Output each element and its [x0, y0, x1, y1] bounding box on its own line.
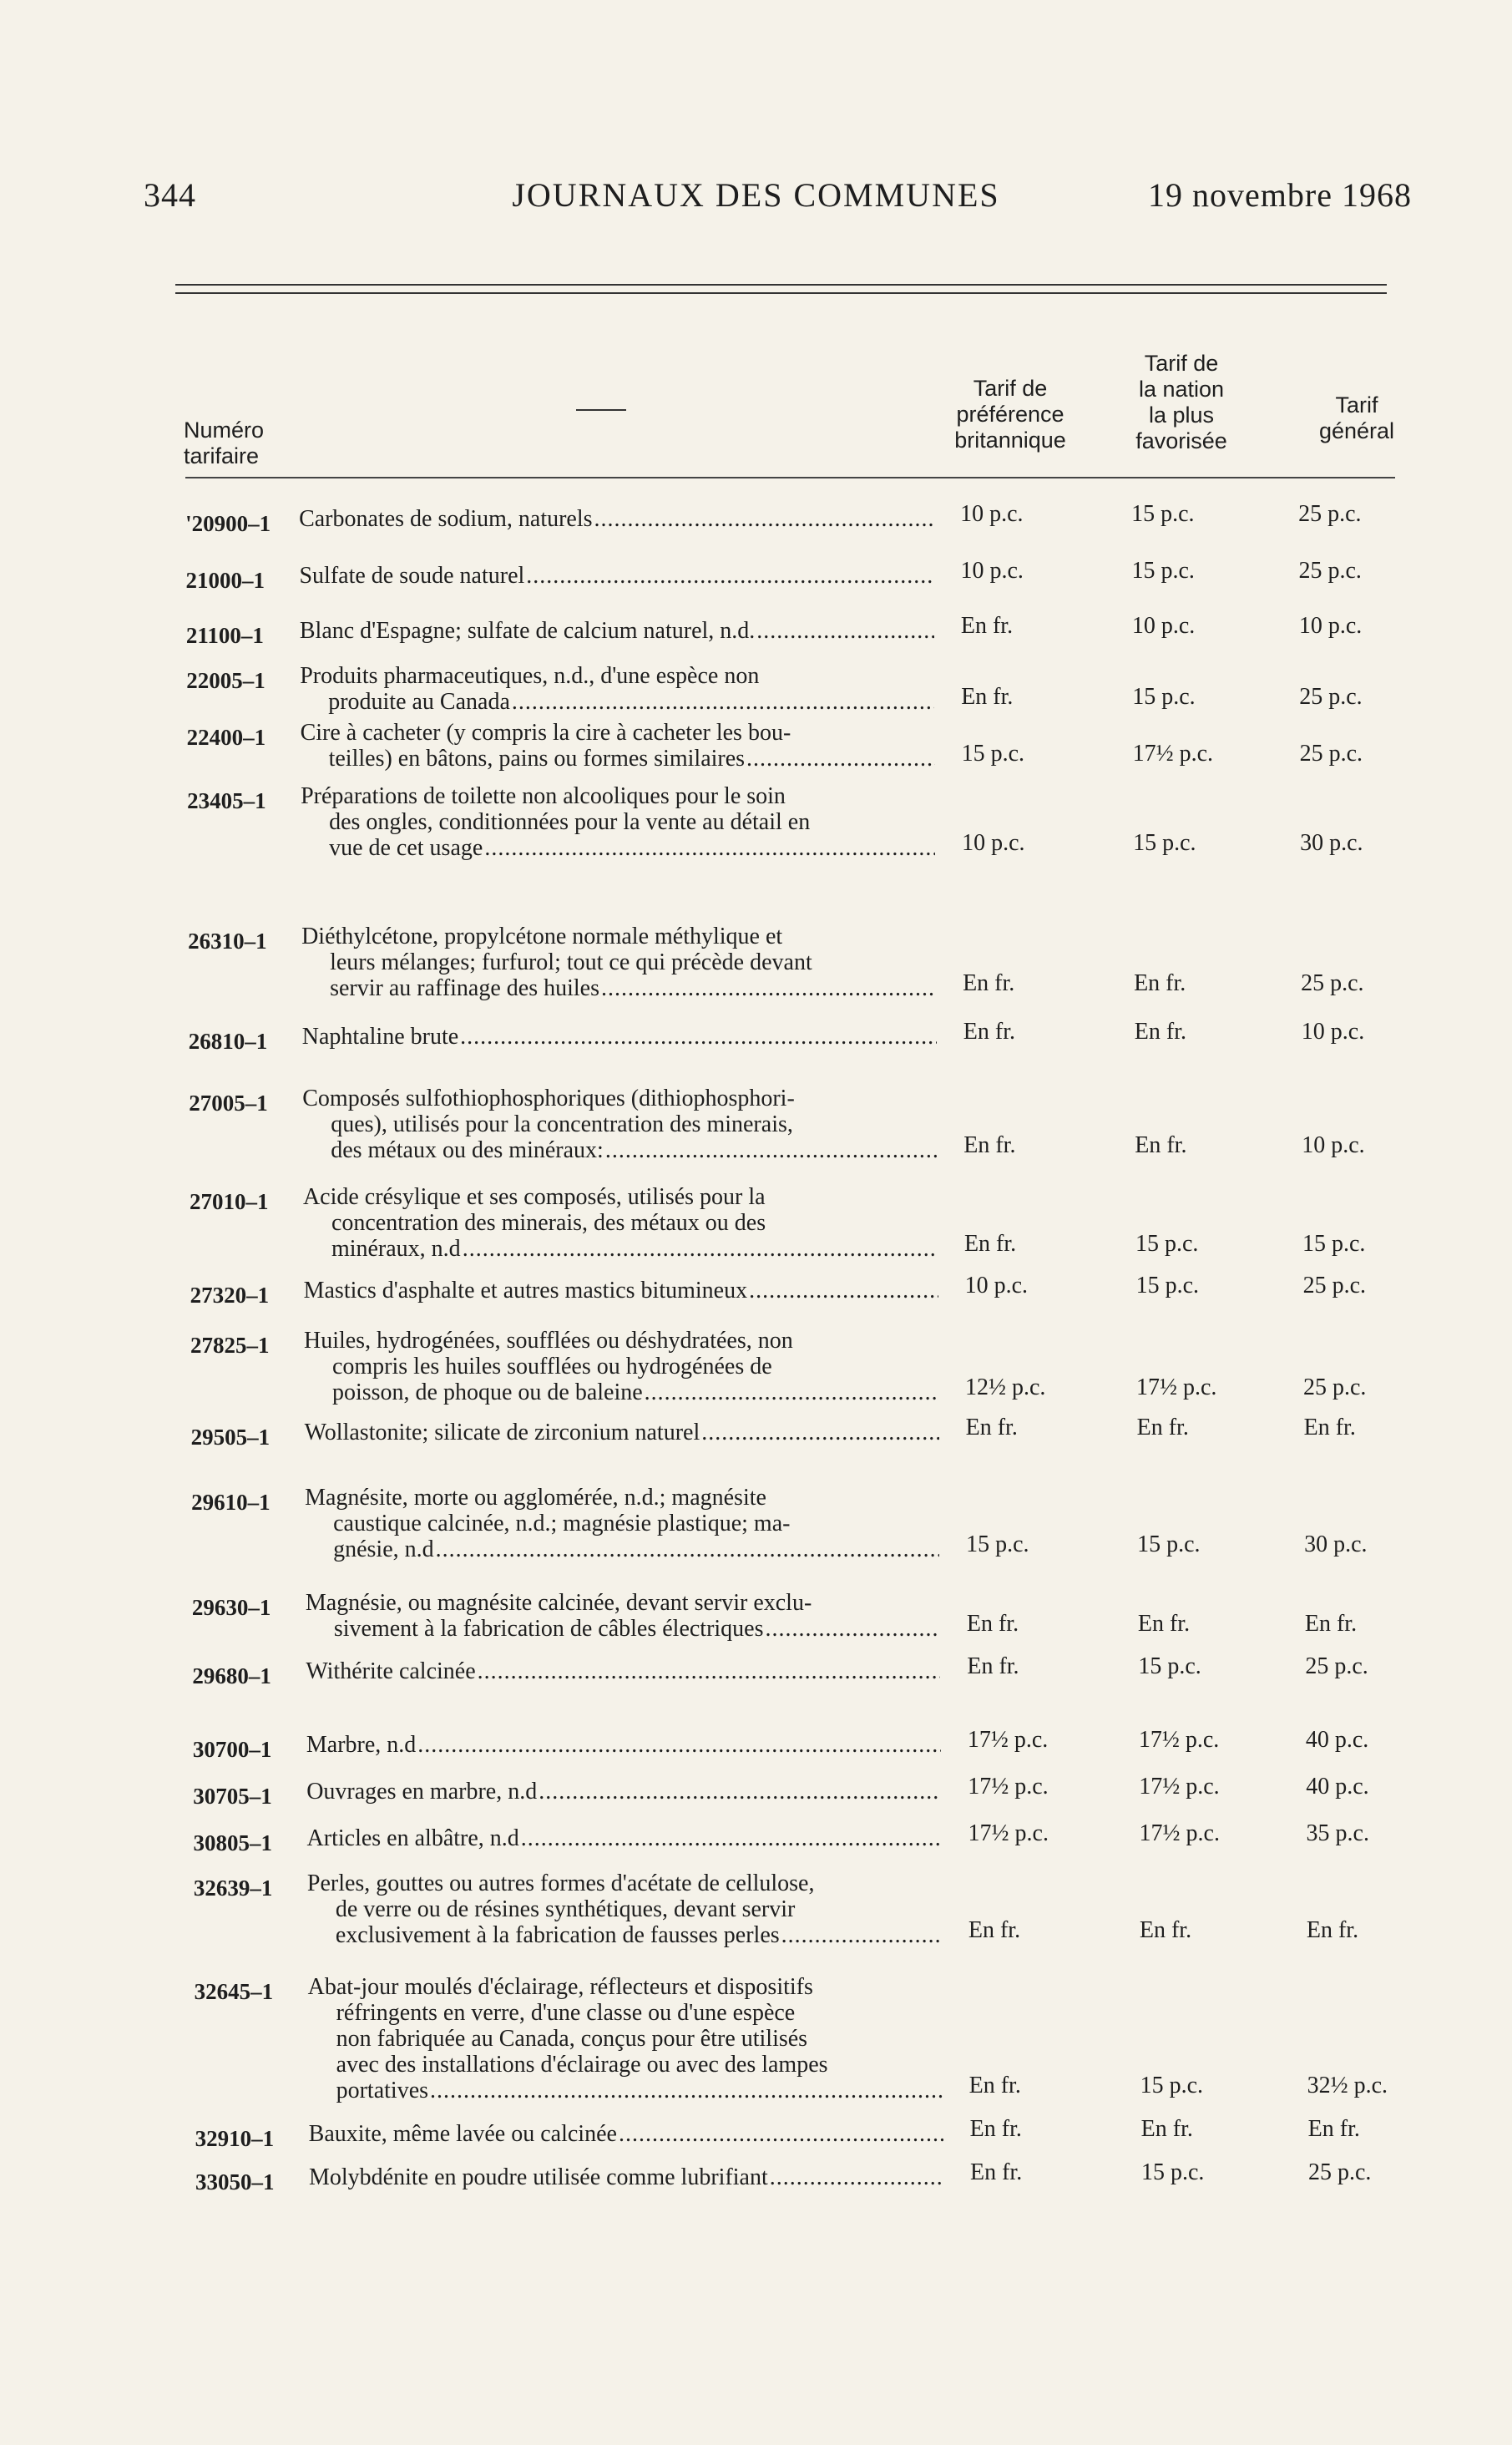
tariff-number: 22005–1: [186, 668, 265, 693]
tariff-description: [300, 663, 934, 715]
general-rate: En fr.: [1307, 2116, 1360, 2142]
page-title: JOURNAUX DES COMMUNES: [512, 176, 1000, 214]
mfn-rate: 10 p.c.: [1131, 613, 1196, 639]
column-header-line: la nation: [1138, 377, 1225, 402]
general-rate: 40 p.c.: [1306, 1774, 1369, 1800]
leader-dots: [458, 1024, 937, 1050]
description-line: teilles) en bâtons, pains ou formes similaires: [328, 746, 746, 772]
column-header-line: Tarif: [1335, 392, 1378, 418]
mfn-rate: 15 p.c.: [1133, 830, 1196, 856]
description-line: Bauxite, même lavée ou calcinée: [308, 2121, 617, 2147]
description-line: avec des installations d'éclairage ou avec des lampes: [336, 2052, 828, 2078]
tariff-number: 26810–1: [188, 1029, 268, 1054]
tariff-number: 26310–1: [188, 929, 267, 954]
tariff-description: [303, 1184, 938, 1262]
mfn-rate: 15 p.c.: [1138, 1653, 1201, 1679]
tariff-description: [305, 1420, 939, 1445]
description-line: ques), utilisés pour la concentration des minerais,: [331, 1111, 793, 1137]
leader-dots: [764, 1616, 940, 1642]
description-line: Produits pharmaceutiques, n.d., d'une espèce non: [300, 663, 760, 689]
mfn-rate: 15 p.c.: [1140, 2073, 1204, 2098]
mfn-rate: En fr.: [1134, 1019, 1186, 1045]
leader-dots: [519, 1825, 942, 1851]
mfn-rate: En fr.: [1139, 1917, 1192, 1943]
tariff-description: [306, 1779, 941, 1805]
description-line: Withérite calcinée: [306, 1658, 476, 1684]
tariff-description: [309, 2164, 943, 2190]
description-line: Wollastonite; silicate de zirconium naturel: [304, 1420, 700, 1445]
description-line: Cire à cacheter (y compris la cire à cacheter les bou-: [300, 720, 791, 746]
british-preference-rate: En fr.: [963, 1132, 1016, 1158]
column-header-line: la plus: [1148, 402, 1215, 428]
description-line: Préparations de toilette non alcooliques pour le soin: [301, 783, 786, 809]
general-rate: En fr.: [1306, 1917, 1359, 1943]
description-line: non fabriquée au Canada, conçus pour être utilisés: [336, 2026, 808, 2052]
general-rate: 25 p.c.: [1301, 970, 1364, 996]
description-line: Abat-jour moulés d'éclairage, réflecteurs et dispositifs: [307, 1974, 813, 2000]
mfn-rate: 17½ p.c.: [1132, 741, 1214, 767]
description-line: minéraux, n.d: [331, 1236, 461, 1262]
leader-dots: [476, 1658, 941, 1684]
tariff-number: 33050–1: [195, 2169, 275, 2194]
british-preference-rate: 17½ p.c.: [968, 1774, 1049, 1800]
leader-dots: [617, 2121, 943, 2147]
tariff-number: 29505–1: [190, 1425, 271, 1450]
british-preference-rate: En fr.: [963, 1019, 1015, 1045]
leader-dots: [428, 2078, 943, 2103]
tariff-number: 21000–1: [185, 568, 265, 593]
tariff-number: 22400–1: [186, 725, 266, 750]
general-rate: 10 p.c.: [1302, 1132, 1365, 1158]
mfn-rate: 17½ p.c.: [1139, 1820, 1220, 1846]
tariff-description: [301, 924, 936, 1001]
tariff-description: [308, 1974, 943, 2103]
general-rate: 30 p.c.: [1300, 830, 1363, 856]
description-line: concentration des minerais, des métaux ou des: [331, 1210, 766, 1236]
british-preference-rate: 10 p.c.: [960, 501, 1024, 527]
general-rate: 35 p.c.: [1306, 1820, 1369, 1846]
tariff-description: [307, 1870, 942, 1948]
tariff-description: [302, 1024, 937, 1050]
mfn-rate: 15 p.c.: [1131, 501, 1195, 527]
column-header-line: britannique: [954, 428, 1066, 453]
tariff-number: 32639–1: [193, 1876, 273, 1901]
general-rate: 25 p.c.: [1302, 1273, 1367, 1298]
description-line: Sulfate de soude naturel: [299, 563, 525, 589]
mfn-rate: 17½ p.c.: [1139, 1774, 1220, 1800]
column-header-line: préférence: [956, 402, 1064, 427]
description-line: exclusivement à la fabrication de fausses perles: [335, 1922, 780, 1948]
tariff-number: 30805–1: [193, 1830, 273, 1855]
tariff-description: [307, 1825, 942, 1851]
tariff-number: 27005–1: [189, 1091, 268, 1116]
general-rate: 25 p.c.: [1302, 1374, 1367, 1400]
description-line: produite au Canada: [328, 689, 510, 715]
description-line: réfringents en verre, d'une classe ou d'une espèce: [336, 2000, 796, 2026]
british-preference-rate: En fr.: [960, 613, 1014, 639]
mfn-rate: En fr.: [1136, 1415, 1189, 1440]
general-rate: 25 p.c.: [1305, 1653, 1368, 1679]
description-line: Diéthylcétone, propylcétone normale méthylique et: [301, 924, 783, 949]
leader-dots: [745, 746, 935, 772]
tariff-number: 21100–1: [185, 623, 264, 648]
tariff-number: 29610–1: [191, 1490, 271, 1515]
description-line: Mastics d'asphalte et autres mastics bitumineux: [303, 1278, 748, 1303]
tariff-description: [306, 1658, 940, 1684]
british-preference-rate: En fr.: [967, 1653, 1019, 1679]
description-line: des métaux ou des minéraux:: [331, 1137, 604, 1163]
general-rate: En fr.: [1304, 1611, 1358, 1637]
description-line: caustique calcinée, n.d.; magnésie plastique; ma-: [333, 1511, 791, 1536]
column-header-line: Tarif de: [1144, 351, 1219, 376]
leader-dots: [524, 563, 933, 589]
british-preference-rate: En fr.: [966, 1611, 1019, 1637]
leader-dots: [434, 1536, 939, 1562]
tariff-number: 32645–1: [194, 1979, 274, 2004]
tariff-description: [305, 1485, 939, 1562]
british-preference-rate: 12½ p.c.: [964, 1374, 1046, 1400]
british-preference-rate: En fr.: [963, 970, 1015, 996]
column-header-line: général: [1318, 418, 1395, 443]
mfn-rate: En fr.: [1135, 1132, 1187, 1158]
mfn-rate: 15 p.c.: [1135, 1273, 1200, 1298]
tariff-number: 27010–1: [189, 1189, 269, 1214]
description-line: Acide crésylique et ses composés, utilisés pour la: [302, 1184, 766, 1210]
tariff-description: [304, 1278, 938, 1303]
tariff-description: [299, 563, 933, 589]
british-preference-rate: En fr.: [961, 684, 1014, 710]
leader-dots: [643, 1379, 938, 1405]
tariff-description: [306, 1590, 940, 1642]
british-preference-rate: En fr.: [968, 2073, 1021, 2098]
mfn-rate: 15 p.c.: [1137, 1531, 1201, 1557]
tariff-number: 32910–1: [195, 2126, 275, 2151]
description-line: compris les huiles soufflées ou hydrogénées de: [331, 1354, 772, 1379]
description-line: Magnésite, morte ou agglomérée, n.d.; magnésite: [305, 1485, 766, 1511]
leader-dots: [510, 689, 934, 715]
general-rate: 10 p.c.: [1298, 613, 1363, 639]
leader-dots: [593, 506, 934, 532]
british-preference-rate: En fr.: [968, 1917, 1021, 1943]
description-line: Carbonates de sodium, naturels: [299, 506, 593, 532]
tariff-description: [299, 506, 933, 532]
mfn-rate: 17½ p.c.: [1138, 1727, 1220, 1753]
british-preference-rate: En fr.: [969, 2159, 1023, 2185]
general-rate: 15 p.c.: [1302, 1231, 1366, 1257]
description-line: leurs mélanges; furfurol; tout ce qui précède devant: [330, 949, 812, 975]
leader-dots: [537, 1779, 941, 1805]
mfn-rate: En fr.: [1140, 2116, 1193, 2142]
description-line: Magnésie, ou magnésite calcinée, devant servir exclu-: [305, 1590, 812, 1616]
description-line: sivement à la fabrication de câbles électriques: [333, 1616, 764, 1642]
general-rate: 25 p.c.: [1298, 501, 1362, 527]
description-line: Huiles, hydrogénées, soufflées ou déshydratées, non: [303, 1328, 793, 1354]
column-header-numero-line: Numéro: [184, 418, 265, 443]
general-rate: 40 p.c.: [1305, 1727, 1369, 1753]
description-line: Articles en albâtre, n.d: [306, 1825, 519, 1851]
tariff-description: [306, 1732, 941, 1758]
description-line: Naphtaline brute: [301, 1024, 459, 1050]
description-line: gnésie, n.d: [333, 1536, 434, 1562]
mfn-rate: En fr.: [1134, 970, 1186, 996]
general-rate: 25 p.c.: [1299, 684, 1363, 710]
description-line: portatives: [336, 2078, 429, 2103]
general-rate: 30 p.c.: [1304, 1531, 1368, 1557]
leader-dots: [483, 835, 935, 861]
column-header-line: Tarif de: [973, 376, 1048, 401]
general-rate: 25 p.c.: [1299, 741, 1363, 767]
tariff-number: 30705–1: [193, 1784, 272, 1809]
leader-dots: [768, 2164, 943, 2190]
general-rate: 25 p.c.: [1307, 2159, 1372, 2185]
tariff-number: 30700–1: [192, 1737, 272, 1762]
mfn-rate: 15 p.c.: [1132, 684, 1196, 710]
description-line: vue de cet usage: [329, 835, 483, 861]
british-preference-rate: 17½ p.c.: [968, 1820, 1049, 1846]
description-line: Marbre, n.d: [306, 1732, 417, 1758]
tariff-number: 29680–1: [192, 1663, 271, 1688]
leader-dots: [700, 1420, 938, 1445]
british-preference-rate: 17½ p.c.: [967, 1727, 1049, 1753]
column-header-numero-line: tarifaire: [184, 443, 260, 468]
tariff-description: [304, 1328, 938, 1405]
british-preference-rate: 15 p.c.: [966, 1531, 1029, 1557]
column-header-line: favorisée: [1135, 428, 1227, 453]
leader-dots: [599, 975, 936, 1001]
british-preference-rate: 15 p.c.: [961, 741, 1025, 767]
british-preference-rate: En fr.: [965, 1415, 1018, 1440]
tariff-description: [309, 2121, 943, 2147]
general-rate: 10 p.c.: [1301, 1019, 1365, 1045]
mfn-rate: 15 p.c.: [1135, 1231, 1199, 1257]
description-line: Molybdénite en poudre utilisée comme lubrifiant: [308, 2164, 768, 2190]
leader-dots: [461, 1236, 938, 1262]
description-line: Perles, gouttes ou autres formes d'acétate de cellulose,: [306, 1870, 815, 1896]
leader-dots: [747, 1278, 938, 1303]
tariff-description: [302, 1086, 937, 1163]
tariff-number: 27320–1: [190, 1283, 270, 1308]
british-preference-rate: En fr.: [963, 1231, 1017, 1257]
mfn-rate: 17½ p.c.: [1135, 1374, 1217, 1400]
tariff-number: '20900–1: [185, 511, 271, 536]
mfn-rate: 15 p.c.: [1131, 558, 1195, 584]
description-line: servir au raffinage des huiles: [330, 975, 599, 1001]
british-preference-rate: 10 p.c.: [962, 830, 1025, 856]
mfn-rate: En fr.: [1137, 1611, 1191, 1637]
general-rate: 32½ p.c.: [1307, 2073, 1388, 2098]
leader-dots: [416, 1732, 941, 1758]
mfn-rate: 15 p.c.: [1140, 2159, 1205, 2185]
general-rate: En fr.: [1303, 1415, 1356, 1440]
tariff-description: [300, 618, 934, 644]
leader-dots: [755, 618, 934, 644]
description-line: des ongles, conditionnées pour la vente au détail en: [329, 809, 811, 835]
tariff-number: 27825–1: [190, 1333, 270, 1358]
tariff-description: [301, 783, 935, 861]
description-line: poisson, de phoque ou de baleine: [331, 1379, 643, 1405]
description-line: Blanc d'Espagne; sulfate de calcium naturel, n.d.: [299, 618, 756, 644]
tariff-number: 29630–1: [191, 1595, 271, 1620]
british-preference-rate: 10 p.c.: [960, 558, 1024, 584]
description-line: Composés sulfothiophosphoriques (dithiophosphori-: [302, 1086, 795, 1111]
british-preference-rate: 10 p.c.: [964, 1273, 1029, 1298]
leader-dots: [780, 1922, 942, 1948]
british-preference-rate: En fr.: [969, 2116, 1022, 2142]
general-rate: 25 p.c.: [1298, 558, 1362, 584]
description-line: de verre ou de résines synthétiques, devant servir: [335, 1896, 796, 1922]
tariff-number: 23405–1: [187, 788, 266, 813]
page-number: 344: [144, 176, 196, 214]
description-line: Ouvrages en marbre, n.d: [306, 1779, 538, 1805]
tariff-description: [301, 720, 935, 772]
page-date: 19 novembre 1968: [1148, 176, 1412, 214]
leader-dots: [604, 1137, 937, 1163]
